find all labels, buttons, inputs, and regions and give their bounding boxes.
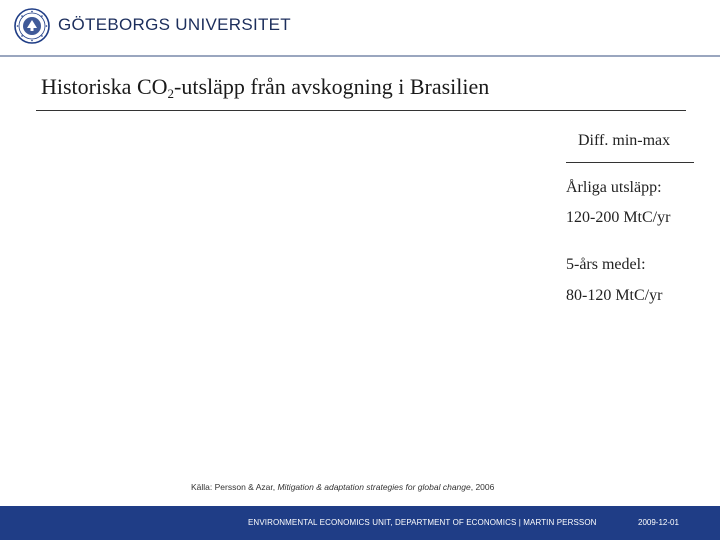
source-prefix: Källa: Persson & Azar, — [191, 482, 278, 492]
slide-title — [41, 74, 489, 102]
source-suffix: , 2006 — [470, 482, 495, 492]
university-seal-icon — [14, 8, 50, 44]
header-divider — [0, 55, 720, 57]
slide-footer — [0, 506, 720, 540]
title-part-2: -utsläpp från avskogning i Brasilien — [174, 74, 490, 99]
university-name: GÖTEBORGS UNIVERSITET — [58, 15, 291, 34]
slide-header — [0, 0, 720, 56]
annual-emissions-label: Årliga utsläpp: — [566, 179, 662, 196]
five-year-mean-value: 80-120 MtC/yr — [566, 287, 663, 304]
footer-date: 2009-12-01 — [638, 518, 679, 527]
source-title: Mitigation & adaptation strategies for global change — [277, 482, 471, 492]
side-panel-divider — [566, 162, 694, 163]
five-year-mean-label: 5-års medel: — [566, 256, 646, 273]
footer-text: ENVIRONMENTAL ECONOMICS UNIT, DEPARTMENT OF ECONOMICS | MARTIN PERSSON — [248, 518, 597, 527]
source-citation — [191, 482, 494, 492]
title-subscript: 2 — [167, 86, 174, 101]
side-panel-heading: Diff. min-max — [578, 132, 671, 149]
title-divider — [36, 110, 686, 111]
title-part-1: Historiska CO — [41, 74, 168, 99]
annual-emissions-value: 120-200 MtC/yr — [566, 209, 671, 226]
